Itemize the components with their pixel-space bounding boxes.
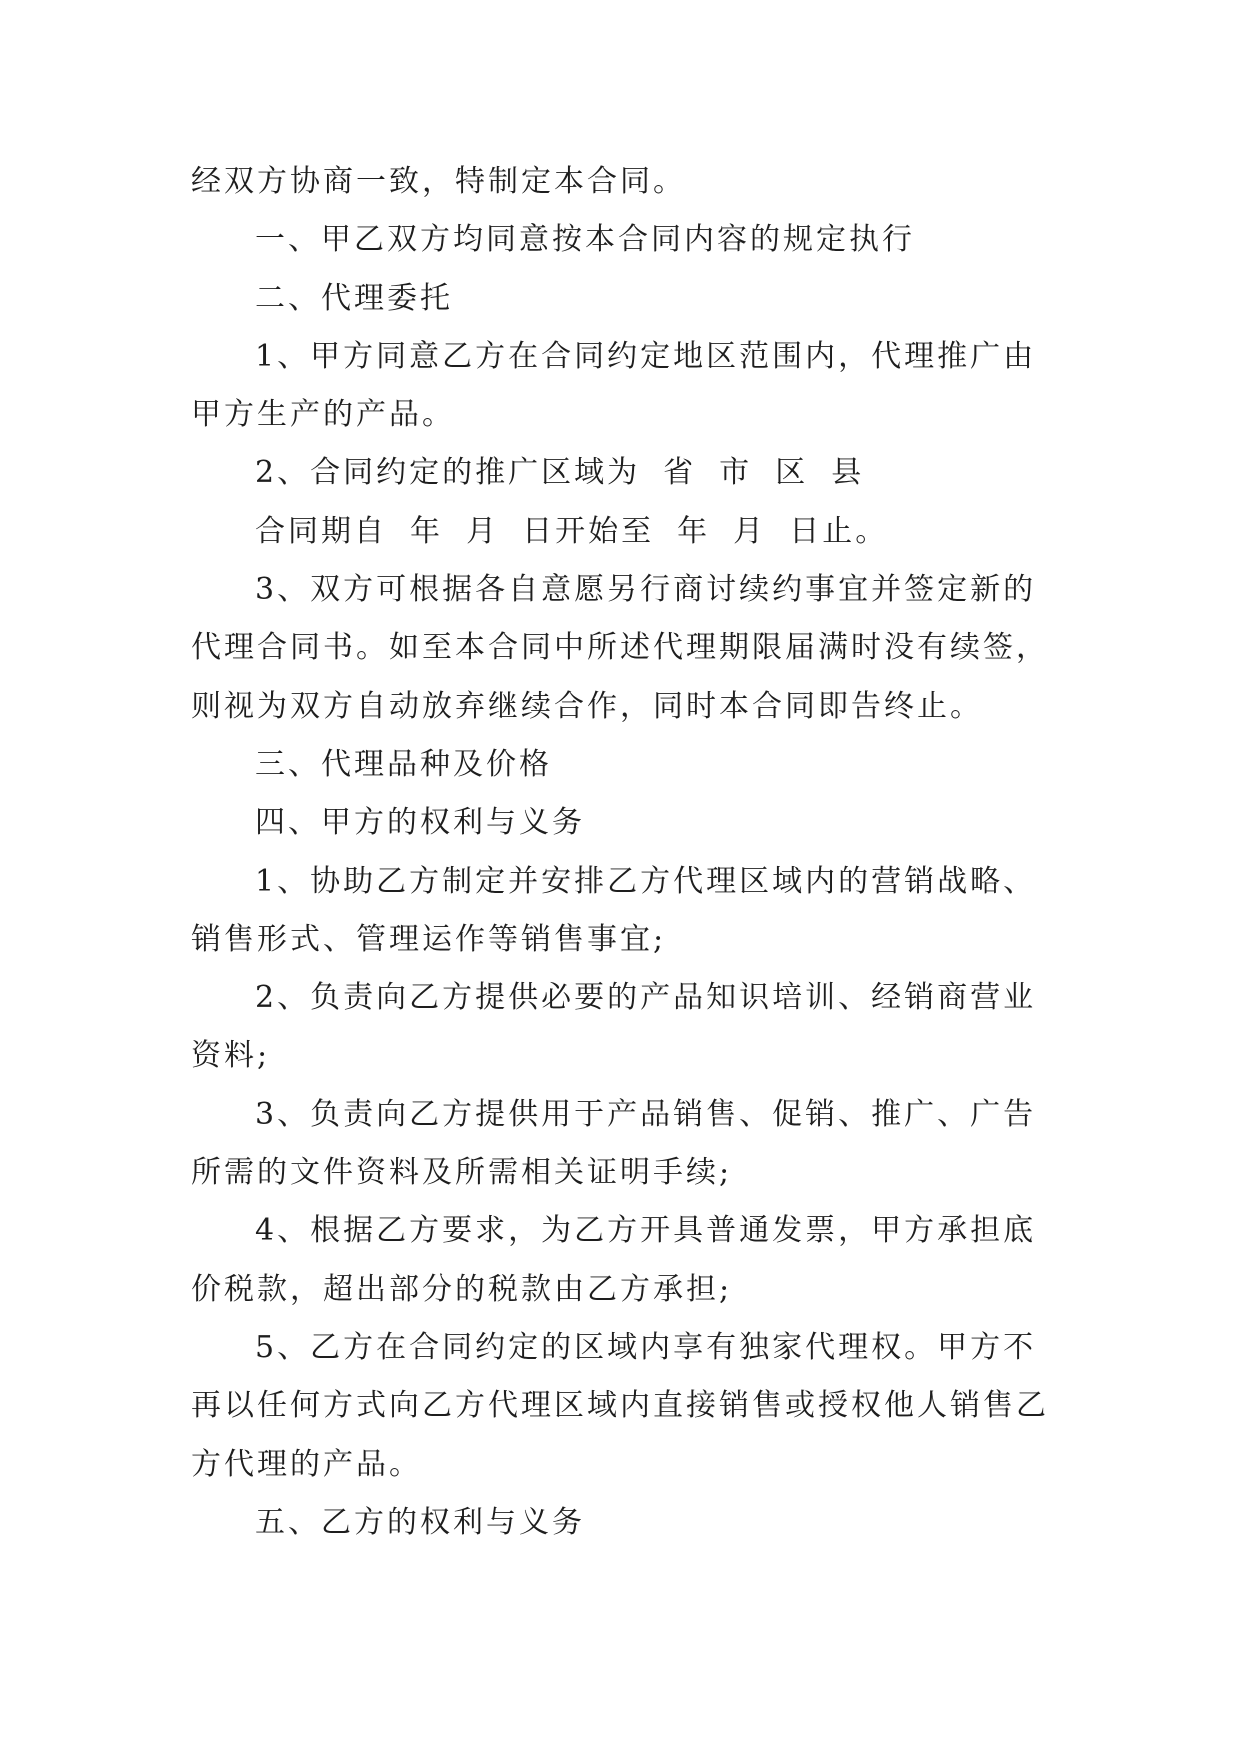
clause-4-heading: 四、甲方的权利与义务 — [255, 805, 585, 841]
clause-4-item-5: 5、乙方在合同约定的区域内享有独家代理权。甲方不再以任何方式向乙方代理区域内直接销售或授权他人销售乙方代理的产品。 — [191, 1329, 1049, 1482]
clause-5-heading: 五、乙方的权利与义务 — [255, 1504, 585, 1540]
contract-period-line: 合同期自 年 月 日开始至 年 月 日止。 — [255, 513, 889, 549]
clause-2-item-3: 3、双方可根据各自意愿另行商讨续约事宜并签定新的代理合同书。如至本合同中所述代理期限届满时没有续签，则视为双方自动放弃继续合作，同时本合同即告终止。 — [191, 572, 1049, 724]
paragraph-intro: 经双方协商一致，特制定本合同。 — [191, 164, 686, 199]
clause-2-heading: 二、代理委托 — [255, 280, 453, 316]
clause-4-item-2: 2、负责向乙方提供必要的产品知识培训、经销商营业资料; — [191, 980, 1037, 1074]
clause-1-heading: 一、甲乙双方均同意按本合同内容的规定执行 — [255, 222, 915, 258]
clause-2-item-1: 1、甲方同意乙方在合同约定地区范围内，代理推广由甲方生产的产品。 — [191, 338, 1037, 433]
clause-2-item-2: 2、合同约定的推广区域为 省 市 区 县 — [255, 455, 865, 491]
clause-4-item-4: 4、根据乙方要求，为乙方开具普通发票，甲方承担底价税款，超出部分的税款由乙方承担; — [191, 1213, 1037, 1307]
clause-4-item-1: 1、协助乙方制定并安排乙方代理区域内的营销战略、销售形式、管理运作等销售事宜; — [191, 863, 1037, 957]
contract-body — [191, 153, 1061, 1552]
clause-4-item-3: 3、负责向乙方提供用于产品销售、促销、推广、广告所需的文件资料及所需相关证明手续; — [191, 1096, 1037, 1191]
clause-3-heading: 三、代理品种及价格 — [255, 746, 552, 782]
